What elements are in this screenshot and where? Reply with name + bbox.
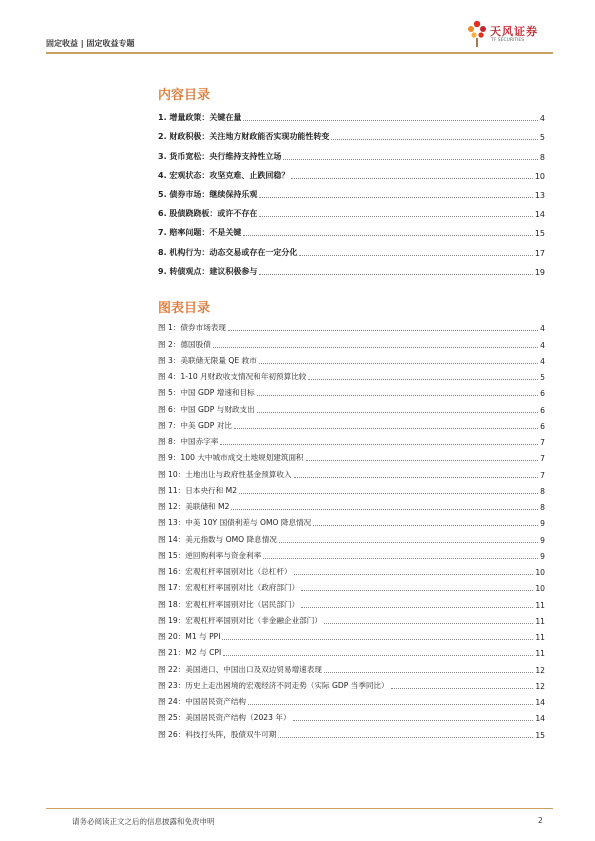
- dot-leader: [291, 177, 532, 179]
- dot-leader: [234, 427, 538, 429]
- contents-entry[interactable]: [158, 238, 545, 257]
- contents-entry[interactable]: [158, 142, 545, 161]
- figure-entry-page: 9: [540, 519, 545, 529]
- dot-leader: [279, 541, 538, 543]
- figure-entry-page: 14: [535, 698, 545, 707]
- dot-leader: [213, 346, 538, 348]
- figure-entry-label: 图 26：科技打头阵，股债双牛可期: [158, 729, 277, 739]
- dot-leader: [293, 719, 534, 721]
- figure-entry-page: 8: [540, 486, 545, 496]
- dot-leader: [294, 573, 534, 575]
- header-divider: [46, 52, 553, 54]
- dot-leader: [231, 508, 538, 510]
- figure-entry[interactable]: [158, 431, 545, 447]
- dot-leader: [220, 443, 538, 445]
- figure-entry[interactable]: [158, 545, 545, 561]
- dot-leader: [243, 234, 532, 236]
- contents-entry-page: 8: [539, 152, 545, 162]
- figure-entry-label: 图 10：土地出让与政府性基金预算收入: [158, 469, 292, 479]
- dot-leader: [324, 671, 533, 673]
- figure-entry[interactable]: [158, 577, 545, 593]
- dot-leader: [306, 459, 539, 461]
- figure-entry-label: 图 15：逆回购利率与资金利率: [158, 550, 262, 560]
- figure-entry[interactable]: [158, 561, 545, 577]
- dot-leader: [259, 362, 538, 364]
- contents-entry-page: 17: [534, 248, 545, 258]
- figure-entry-label: 图 13：中美 10Y 国债利差与 OMO 降息情况: [158, 518, 312, 528]
- figure-entry[interactable]: [158, 463, 545, 479]
- contents-entry-page: 19: [534, 267, 545, 277]
- figure-entry[interactable]: [158, 610, 545, 626]
- figure-entry[interactable]: [158, 642, 545, 658]
- contents-entry[interactable]: [158, 258, 545, 277]
- contents-entry-label: 9. 转债观点：建议积极参与: [158, 266, 258, 276]
- figure-entry[interactable]: [158, 658, 545, 674]
- contents-entry-page: 10: [534, 171, 545, 181]
- dot-leader: [278, 736, 533, 738]
- contents-entry-page: 4: [539, 114, 545, 124]
- figure-entry-page: 12: [535, 665, 545, 675]
- contents-entry-label: 7. 赔率问题：不是关键: [158, 228, 242, 238]
- figure-entry-label: 图 1：债券市场表现: [158, 323, 226, 333]
- dot-leader: [299, 254, 532, 256]
- figure-entry-page: 11: [535, 633, 545, 642]
- figure-entry-page: 4: [540, 340, 545, 350]
- dot-leader: [331, 138, 538, 140]
- contents-entry[interactable]: [158, 181, 545, 200]
- tf-logo-icon: [466, 18, 488, 48]
- figure-entry-page: 9: [540, 535, 545, 545]
- figure-entry-label: 图 23：历史上走出困境的宏观经济不同走势（实际 GDP 当季同比）: [158, 680, 389, 690]
- figure-entry[interactable]: [158, 626, 545, 642]
- figure-entry[interactable]: [158, 350, 545, 366]
- figure-entry[interactable]: [158, 382, 545, 398]
- figure-entry[interactable]: [158, 415, 545, 431]
- contents-list: [158, 104, 545, 277]
- contents-entry[interactable]: [158, 104, 545, 123]
- figure-entry[interactable]: [158, 528, 545, 544]
- figure-entry[interactable]: [158, 366, 545, 382]
- footer-disclaimer[interactable]: 请务必阅读正文之后的信息披露和免责申明: [72, 817, 215, 826]
- figure-entry-label: 图 8：中国赤字率: [158, 437, 219, 446]
- figure-entry-label: 图 5：中国 GDP 增速和目标: [158, 388, 255, 398]
- dot-leader: [313, 524, 538, 526]
- figure-entry-page: 6: [540, 389, 545, 399]
- figure-entry-label: 图 20：M1 与 PPI: [158, 632, 221, 641]
- figure-entry[interactable]: [158, 675, 545, 691]
- contents-entry-label: 8. 机构行为：动态交易或存在一定分化: [158, 247, 298, 257]
- contents-entry-label: 4. 宏观状态：攻坚克难、止跌回稳？: [158, 170, 290, 180]
- dot-leader: [239, 492, 538, 494]
- dot-leader: [259, 273, 532, 275]
- dot-leader: [228, 329, 538, 331]
- contents-entry-label: 1. 增量政策：关键在量: [158, 113, 242, 123]
- contents-entry-page: 13: [534, 190, 545, 200]
- figure-entry-page: 4: [540, 324, 545, 334]
- dot-leader: [294, 476, 539, 478]
- figure-entry-label: 图 9：100 大中城市成交土地规划建筑面积: [158, 453, 304, 463]
- figure-entry-label: 图 3：美联储无限量 QE 救市: [158, 355, 257, 365]
- figure-entry-page: 11: [535, 649, 545, 659]
- dot-leader: [259, 196, 532, 198]
- figure-entry-page: 6: [540, 421, 545, 431]
- figure-entry-label: 图 2：德国股债: [158, 339, 211, 349]
- company-logo: [466, 18, 552, 52]
- contents-title: 内容目录: [158, 88, 211, 103]
- contents-entry-label: 5. 债券市场：继续保持乐观: [158, 189, 258, 199]
- figure-entry[interactable]: [158, 691, 545, 707]
- figure-entry[interactable]: [158, 707, 545, 723]
- figure-entry[interactable]: [158, 333, 545, 349]
- figure-entry-label: 图 6：中国 GDP 与财政支出: [158, 404, 255, 414]
- figure-entry[interactable]: [158, 447, 545, 463]
- contents-entry-page: 5: [539, 133, 545, 143]
- figure-entry-label: 图 7：中美 GDP 对比: [158, 420, 232, 430]
- contents-entry[interactable]: [158, 123, 545, 142]
- contents-entry[interactable]: [158, 200, 545, 219]
- figure-entry-label: 图 16：宏观杠杆率国别对比（总杠杆）: [158, 567, 292, 576]
- figure-entry-page: 11: [535, 600, 545, 610]
- figure-entry-label: 图 18：宏观杠杆率国别对比（居民部门）: [158, 599, 300, 609]
- figure-entry-label: 图 25：美国居民资产结构（2023 年）: [158, 713, 291, 723]
- logo-name-cn: 天风证券: [490, 25, 538, 38]
- figure-entry[interactable]: [158, 480, 545, 496]
- figure-entry[interactable]: [158, 496, 545, 512]
- figure-entry-page: 10: [535, 584, 545, 594]
- figure-entry-label: 图 12：美联储和 M2: [158, 502, 230, 511]
- figure-entry[interactable]: [158, 512, 545, 528]
- figure-entry-page: 12: [535, 681, 545, 691]
- figure-entry[interactable]: [158, 398, 545, 414]
- figure-entry-page: 6: [540, 405, 545, 415]
- figure-entry-page: 4: [540, 356, 545, 366]
- contents-entry-label: 2. 财政积极：关注地方财政能否实现功能性转变: [158, 132, 330, 142]
- figure-entry[interactable]: [158, 317, 545, 333]
- figure-entry-page: 10: [535, 568, 545, 577]
- dot-leader: [283, 158, 538, 160]
- figures-list: [158, 317, 545, 740]
- contents-entry[interactable]: [158, 219, 545, 238]
- contents-entry-page: 15: [534, 229, 545, 239]
- figure-entry[interactable]: [158, 593, 545, 609]
- figure-entry-page: 11: [535, 616, 545, 626]
- dot-leader: [301, 606, 533, 608]
- figure-entry-page: 9: [540, 551, 545, 561]
- figure-entry[interactable]: [158, 723, 545, 739]
- figure-entry-label: 图 19：宏观杠杆率国别对比（非金融企业部门）: [158, 615, 322, 625]
- contents-entry-label: 3. 货币宽松：央行维持支持性立场: [158, 151, 282, 161]
- figure-entry-page: 8: [540, 503, 545, 512]
- dot-leader: [257, 394, 538, 396]
- figure-entry-page: 5: [540, 373, 545, 382]
- figure-entry-label: 图 21：M2 与 CPI: [158, 648, 222, 658]
- logo-name-en: TF SECURITIES: [491, 38, 525, 43]
- figures-title: 图表目录: [158, 301, 211, 316]
- footer-divider: [46, 808, 553, 809]
- dot-leader: [243, 119, 538, 121]
- figure-entry-label: 图 17：宏观杠杆率国别对比（政府部门）: [158, 583, 300, 593]
- figure-entry-page: 7: [540, 454, 545, 464]
- figure-entry-label: 图 11：日本央行和 M2: [158, 485, 238, 495]
- figure-entry-page: 7: [540, 438, 545, 447]
- figure-entry-page: 7: [540, 470, 545, 480]
- figure-entry-label: 图 14：美元指数与 OMO 降息情况: [158, 534, 277, 544]
- dot-leader: [248, 703, 533, 705]
- header-category: 固定收益 | 固定收益专题: [46, 39, 135, 48]
- figure-entry-page: 14: [535, 714, 545, 724]
- contents-entry-page: 14: [534, 210, 545, 220]
- dot-leader: [301, 589, 533, 591]
- dot-leader: [259, 215, 532, 217]
- contents-entry[interactable]: [158, 162, 545, 181]
- page-number: 2: [538, 816, 543, 825]
- dot-leader: [257, 411, 538, 413]
- dot-leader: [222, 638, 533, 640]
- dot-leader: [223, 654, 533, 656]
- contents-entry-label: 6. 股债跷跷板：或许不存在: [158, 209, 258, 219]
- dot-leader: [308, 378, 538, 380]
- dot-leader: [263, 557, 538, 559]
- dot-leader: [324, 622, 533, 624]
- figure-entry-label: 图 4：1-10 月财政收支情况和年初预算比较: [158, 372, 307, 381]
- figure-entry-page: 15: [535, 730, 545, 740]
- figure-entry-label: 图 22：美国进口、中国出口及双边贸易增速表现: [158, 664, 322, 674]
- dot-leader: [391, 687, 534, 689]
- figure-entry-label: 图 24：中国居民资产结构: [158, 697, 247, 706]
